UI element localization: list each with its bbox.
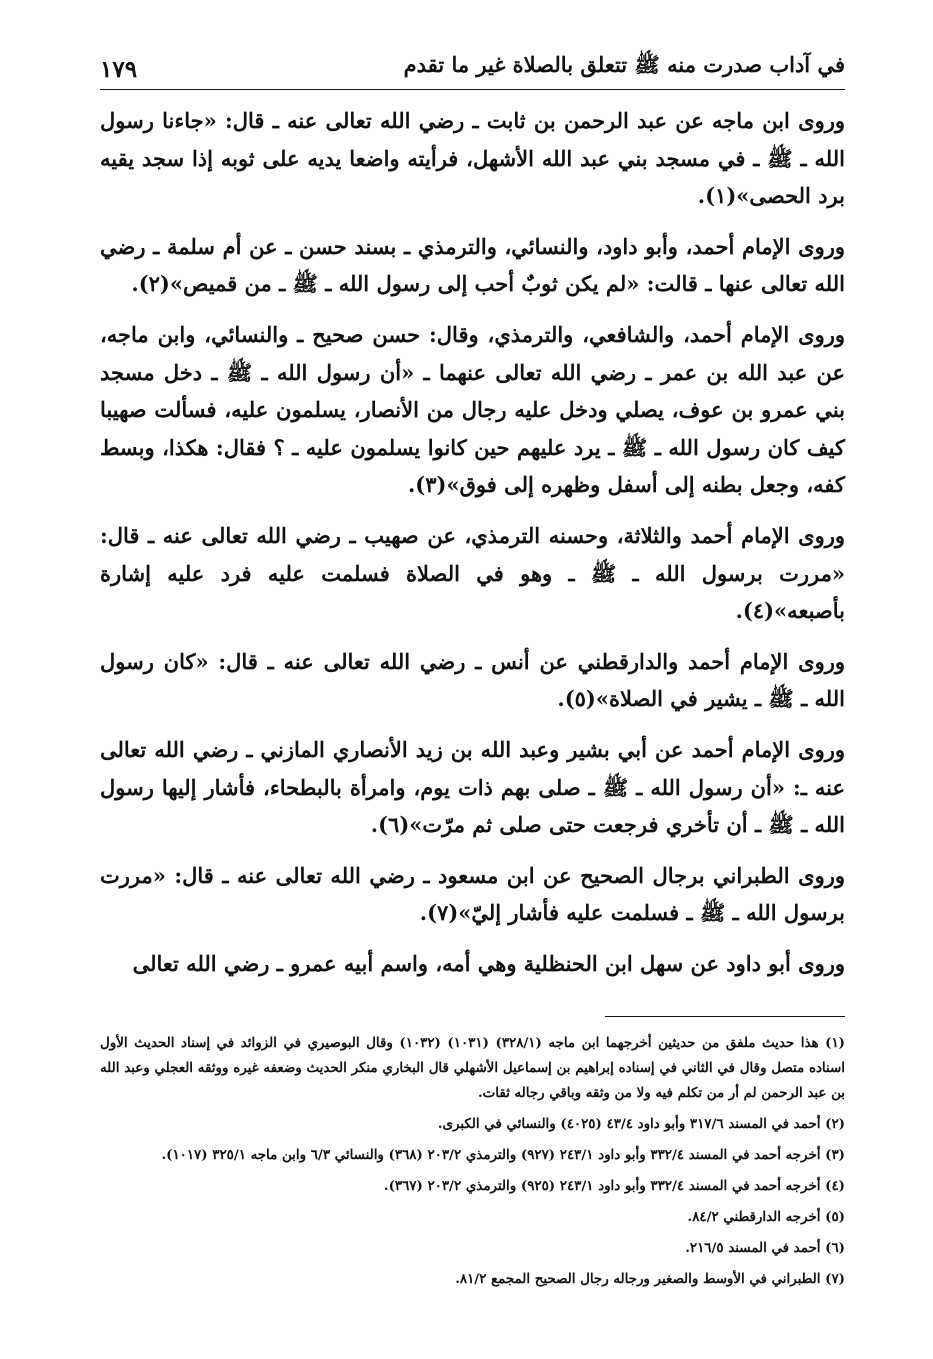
page-number: ١٧٩ [100, 56, 138, 83]
running-header [100, 52, 845, 90]
paragraph: وروى الإمام أحمد عن أبي بشير وعبد الله بن زيد الأنصاري المازني ـ رضي الله تعالى عنه ـ: «أن رسول الله ـ ﷺ ـ صلى بهم ذات يوم، وامرأة بالبطحاء، فأشار إليها رسول الله ـ ﷺ ـ أن تأخري فرجعت حتى صلى ثم مرّت»(٦). [100, 736, 845, 838]
footnote: (٤) أخرجه أحمد في المسند ٣٣٢/٤ وأبو داود ٢٤٣/١ (٩٢٥) والترمذي ٢٠٣/٢ (٣٦٧). [383, 1178, 845, 1195]
footnote: (٥) أخرجه الدارقطني ٨٤/٢. [687, 1209, 845, 1226]
body-text [100, 102, 845, 982]
paragraph: وروى الطبراني برجال الصحيح عن ابن مسعود ـ رضي الله تعالى عنه ـ قال: «مررت برسول الله ـ ﷺ ـ فسلمت عليه فأشار إليّ»(٧). [100, 862, 845, 926]
footnote: (٧) الطبراني في الأوسط والصغير ورجاله رجال الصحيح المجمع ٨١/٢. [455, 1271, 845, 1288]
footnote: (١) هذا حديث ملفق من حديثين أخرجهما ابن ماجه (٣٢٨/١) (١٠٣١) (١٠٣٢) وقال البوصيري في الزوائد في إسناد الحديث الأول اسناده متصل وقال في الثاني في إسناده إبراهيم بن إسماعيل الأشهلي قال البخاري منكر الحديث وضعفه غيره ووثقه العجلي وعبد الله بن عبد الرحمن لم أر من تكلم فيه ولا من وثقه وباقي رجاله ثقات. [100, 1035, 845, 1102]
paragraph: وروى الإمام أحمد والثلاثة، وحسنه الترمذي، عن صهيب ـ رضي الله تعالى عنه ـ قال: «مررت برسول الله ـ ﷺ ـ وهو في الصلاة فسلمت عليه فرد عليه إشارة بأصبعه»(٤). [100, 522, 845, 624]
paragraph: وروى أبو داود عن سهل ابن الحنظلية وهي أمه، واسم أبيه عمرو ـ رضي الله تعالى [132, 950, 845, 976]
footnote: (٦) أحمد في المسند ٢١٦/٥. [685, 1240, 845, 1257]
footnotes [100, 1031, 845, 1292]
paragraph: وروى ابن ماجه عن عبد الرحمن بن ثابت ـ رضي الله تعالى عنه ـ قال: «جاءنا رسول الله ـ ﷺ ـ في مسجد بني عبد الله الأشهل، فرأيته واضعا يديه على ثوبه إذا سجد يقيه برد الحصى»(١). [100, 108, 845, 209]
chapter-title: في آداب صدرت منه ﷺ تتعلق بالصلاة غير ما تقدم [403, 52, 845, 77]
paragraph: وروى الإمام أحمد والدارقطني عن أنس ـ رضي الله تعالى عنه ـ قال: «كان رسول الله ـ ﷺ ـ يشير في الصلاة»(٥). [100, 648, 845, 712]
footnote: (٣) أخرجه أحمد في المسند ٣٣٢/٤ وأبو داود ٢٤٣/١ (٩٢٧) والترمذي ٢٠٣/٢ (٣٦٨) والنسائي ٦/٣ وابن ماجه ٣٢٥/١ (١٠١٧). [161, 1147, 845, 1164]
footnote: (٢) أحمد في المسند ٣١٧/٦ وأبو داود ٤٣/٤ (٤٠٢٥) والنسائي في الكبرى. [437, 1116, 845, 1133]
paragraph: وروى الإمام أحمد، وأبو داود، والنسائي، والترمذي ـ بسند حسن ـ عن أم سلمة ـ رضي الله تعالى عنها ـ قالت: «لم يكن ثوبٌ أحب إلى رسول الله ـ ﷺ ـ من قميص»(٢). [100, 233, 845, 297]
paragraph: وروى الإمام أحمد، والشافعي، والترمذي، وقال: حسن صحيح ـ والنسائي، وابن ماجه، عن عبد الله بن عمر ـ رضي الله تعالى عنهما ـ «أن رسول الله ـ ﷺ ـ دخل مسجد بني عمرو بن عوف، يصلي ودخل عليه رجال من الأنصار، يسلمون عليه، فسألت صهيبا كيف كان رسول الله ـ ﷺ ـ يرد عليهم حين كانوا يسلمون عليه ـ ؟ فقال: هكذا، وبسط كفه، وجعل بطنه إلى أسفل وظهره إلى فوق»(٣). [100, 321, 845, 498]
footnote-divider [605, 1016, 845, 1017]
